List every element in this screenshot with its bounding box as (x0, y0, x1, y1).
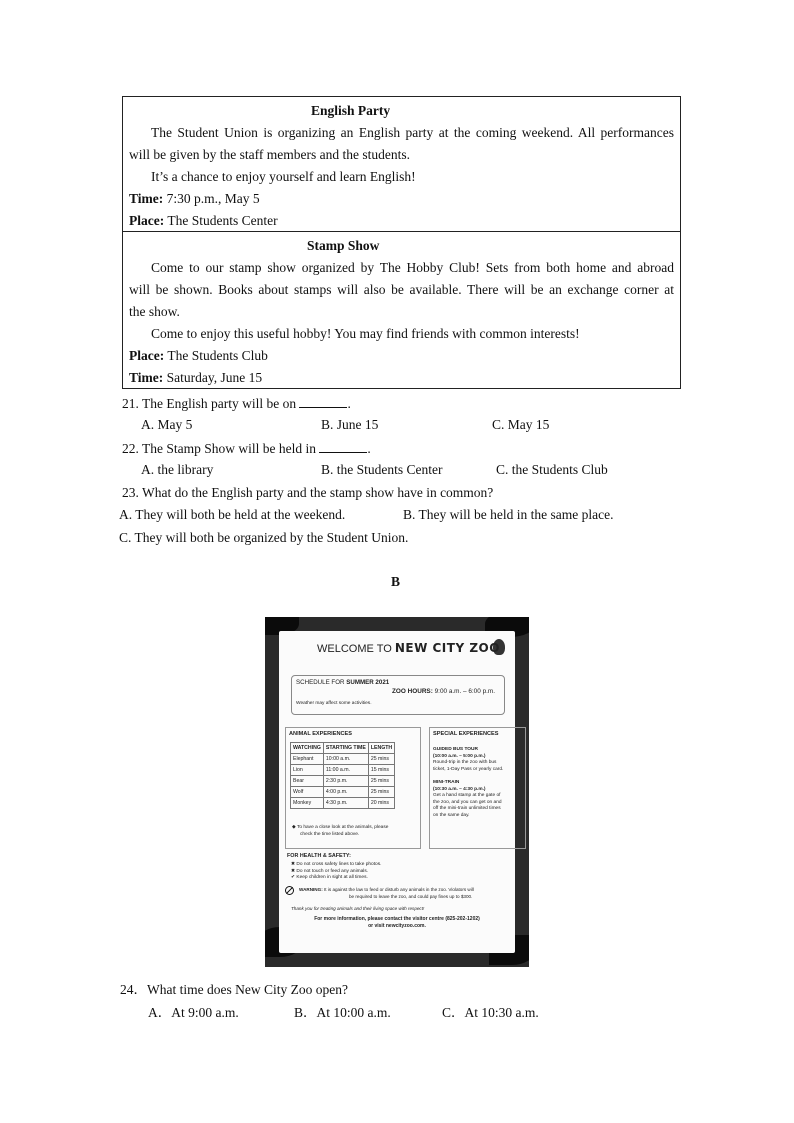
time-value: 7:30 p.m., May 5 (166, 191, 260, 206)
time-label: Time: (129, 191, 164, 206)
mini-train: MINI-TRAIN (10:30 a.m. – 4:30 p.m.) Get a hand stamp at the gate of the zoo, and you can get on and off the mini-train unlimited times on the same day. (433, 780, 502, 818)
stamp-show-para1-line1: Come to our stamp show organized by The Hobby Club! Sets from both home and abroad (151, 260, 674, 275)
section-b-label: B (391, 574, 401, 589)
question-21-option-c: C. May 15 (492, 417, 550, 432)
cross-icon: ✖ (291, 868, 296, 874)
time-label: Time: (129, 370, 164, 385)
english-party-time (129, 188, 674, 210)
english-party-place (129, 210, 674, 232)
animal-title: ANIMAL EXPERIENCES (289, 731, 352, 737)
bus-tour: GUIDED BUS TOUR (10:00 a.m. – 5:00 p.m.) Round-trip in the zoo with bus ticket, 1-Day Pass or yearly card. (433, 747, 504, 772)
place-label: Place: (129, 348, 165, 363)
answer-blank (319, 440, 367, 453)
stamp-show-para1-line2: will be shown. Books about stamps will also be available. There will be an exchange corner at (129, 282, 674, 297)
question-21-stem: 21. The English party will be on . (122, 396, 351, 411)
question-24-option-c: C．At 10:30 a.m. (442, 1005, 539, 1020)
place-value: The Students Club (167, 348, 268, 363)
place-label: Place: (129, 213, 165, 228)
poster-content (279, 631, 515, 953)
zoo-poster (265, 617, 529, 967)
stamp-show-place (129, 345, 674, 367)
time-value: Saturday, June 15 (166, 370, 263, 385)
english-party-title: English Party (311, 103, 391, 118)
zoo-hours: ZOO HOURS: 9:00 a.m. – 6:00 p.m. (392, 688, 495, 695)
warning-text: WARNING: It is against the law to feed or disturb any animals in the zoo. Violators will be required to leave the zoo, and could pay fines up to $300. (299, 887, 474, 899)
question-22-option-a: A. the library (141, 462, 214, 477)
stamp-show-box (122, 231, 681, 389)
health-safety-section (285, 853, 510, 933)
stamp-show-title: Stamp Show (307, 238, 380, 253)
table-header: WATCHING (291, 743, 324, 754)
place-value: The Students Center (167, 213, 278, 228)
thanks-note: Thank you for treating animals and their living space with respect! (291, 906, 425, 911)
question-22-stem: 22. The Stamp Show will be held in . (122, 441, 371, 456)
special-experiences-box (429, 727, 526, 849)
question-22-option-b: B. the Students Center (321, 462, 443, 477)
question-24-option-a: A．At 9:00 a.m. (148, 1005, 239, 1020)
table-header: STARTING TIME (323, 743, 368, 754)
answer-blank (299, 395, 347, 408)
question-24-option-b: B．At 10:00 a.m. (294, 1005, 391, 1020)
stamp-show-para2: Come to enjoy this useful hobby! You may find friends with common interests! (151, 326, 580, 341)
table-header: LENGTH (368, 743, 394, 754)
question-23-stem: 23. What do the English party and the stamp show have in common? (122, 485, 494, 500)
table-row: Lion 11:00 a.m. 15 mins (291, 765, 395, 776)
question-22-option-c: C. the Students Club (496, 462, 608, 477)
contact-info: For more information, please contact the visitor centre (825-202-1202) or visit newcityzoo.com. (314, 916, 480, 929)
stamp-show-time (129, 367, 674, 389)
english-party-para2: It’s a chance to enjoy yourself and learn English! (151, 169, 416, 184)
english-party-para1-line1: The Student Union is organizing an English party at the coming weekend. All performances (151, 125, 674, 140)
question-23-option-b: B. They will be held in the same place. (403, 507, 614, 522)
english-party-para1-line2: will be given by the staff members and the students. (129, 147, 410, 162)
question-24-stem: 24．What time does New City Zoo open? (120, 982, 348, 997)
table-row: Bear 2:30 p.m. 25 mins (291, 776, 395, 787)
question-23-option-c: C. They will both be organized by the Student Union. (119, 530, 409, 545)
weather-note: Weather may affect some activities. (296, 701, 372, 706)
english-party-box (122, 96, 681, 232)
animal-schedule-table (290, 742, 395, 809)
schedule-box (291, 675, 505, 715)
special-title: SPECIAL EXPERIENCES (433, 731, 499, 737)
question-21-option-a: A. May 5 (141, 417, 193, 432)
zoo-name: NEW CITY ZOO (394, 641, 500, 655)
table-row: Wolf 4:00 p.m. 25 mins (291, 787, 395, 798)
no-entry-icon (285, 886, 294, 895)
stamp-show-para1-line3: the show. (129, 304, 180, 319)
animal-experiences-box (285, 727, 421, 849)
check-icon: ✔ (291, 875, 296, 881)
table-note: ◆ To have a close look at the animals, please check the time listed above. (292, 825, 389, 837)
schedule-title: SCHEDULE FOR SUMMER 2021 (296, 679, 390, 686)
question-21-option-b: B. June 15 (321, 417, 379, 432)
health-title: FOR HEALTH & SAFETY: (287, 853, 351, 859)
question-23-option-a: A. They will both be held at the weekend. (119, 507, 346, 522)
table-row: Monkey 4:30 p.m. 20 mins (291, 798, 395, 809)
table-header-row (291, 743, 395, 754)
cross-icon: ✖ (291, 862, 296, 867)
health-list: ✖ Do not cross safety lines to take photos. ✖ Do not touch or feed any animals. ✔ Keep children in sight at all times. (291, 862, 382, 881)
welcome-heading: WELCOME TO NEW CITY ZOO (317, 641, 500, 655)
table-row: Elephant 10:00 a.m. 25 mins (291, 754, 395, 765)
